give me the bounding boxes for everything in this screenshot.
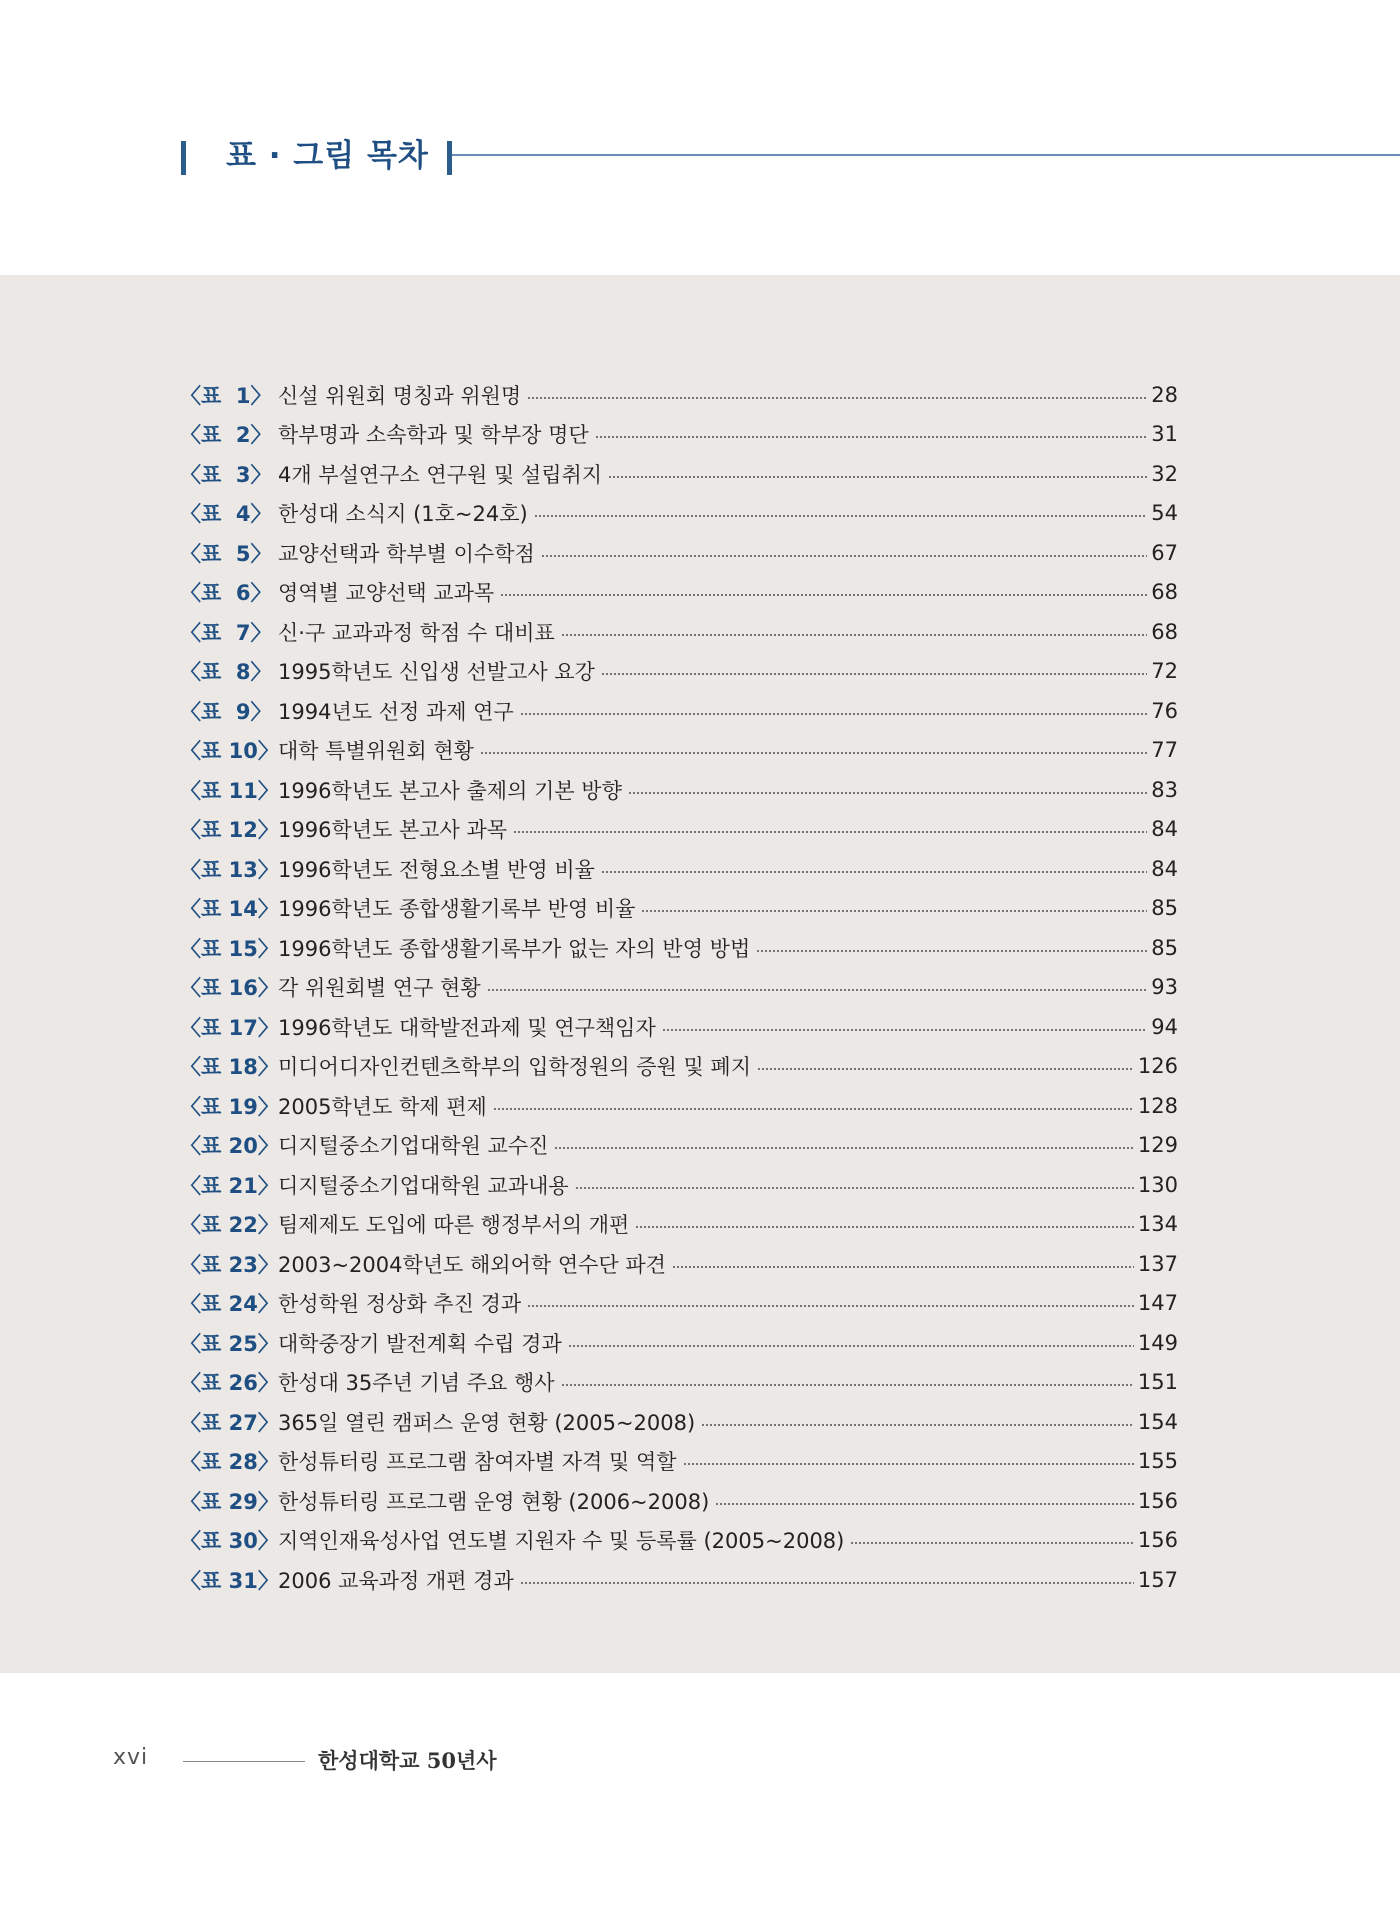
- toc-entry-page: 156: [1137, 1528, 1178, 1553]
- toc-entry[interactable]: [180, 1402, 1178, 1442]
- toc-entry-title: 한성튜터링 프로그램 운영 현황 (2006~2008): [278, 1489, 710, 1514]
- dot-leader: [672, 1266, 1134, 1268]
- toc-entry[interactable]: [180, 1205, 1178, 1245]
- toc-entry-title: 학부명과 소속학과 및 학부장 명단: [278, 423, 589, 448]
- toc-entry-label: 〈표 12〉: [180, 818, 279, 843]
- toc-entry-page: 68: [1151, 619, 1178, 644]
- dot-leader: [561, 634, 1147, 636]
- toc-entry-page: 68: [1151, 580, 1178, 605]
- dot-leader: [527, 1305, 1134, 1307]
- toc-entry-title: 4개 부설연구소 연구원 및 설립취지: [278, 462, 603, 487]
- toc-entry-page: 149: [1137, 1330, 1178, 1355]
- toc-entry-page: 157: [1137, 1567, 1178, 1592]
- dot-leader: [534, 515, 1148, 517]
- toc-entry-page: 134: [1137, 1212, 1178, 1237]
- dot-leader: [701, 1424, 1134, 1426]
- title-rule: [452, 154, 1400, 156]
- page-title: 표 · 그림 목차: [226, 138, 429, 174]
- toc-entry-page: 32: [1151, 461, 1178, 486]
- toc-entry[interactable]: [180, 1442, 1178, 1482]
- dot-leader: [850, 1542, 1134, 1544]
- toc-entry-title: 팀제제도 도입에 따른 행정부서의 개편: [278, 1213, 630, 1238]
- dot-leader: [520, 713, 1148, 715]
- toc-entry[interactable]: [180, 573, 1178, 613]
- toc-entry[interactable]: [180, 652, 1178, 692]
- dot-leader: [527, 397, 1147, 399]
- toc-entry-label: 〈표 28〉: [180, 1450, 279, 1475]
- toc-entry-page: 31: [1151, 422, 1178, 447]
- toc-entry-label: 〈표 19〉: [180, 1094, 279, 1119]
- toc-entry-title: 대학 특별위원회 현황: [278, 739, 474, 764]
- toc-entry-title: 1996학년도 본고사 과목: [278, 818, 508, 843]
- toc-entry[interactable]: [180, 375, 1178, 415]
- toc-entry-label: 〈표 23〉: [180, 1252, 279, 1277]
- dot-leader: [554, 1147, 1134, 1149]
- dot-leader: [757, 1068, 1134, 1070]
- dot-leader: [628, 792, 1147, 794]
- footer-rule: [183, 1761, 305, 1762]
- toc-entry[interactable]: [180, 415, 1178, 455]
- toc-entry[interactable]: [180, 928, 1178, 968]
- toc-entry[interactable]: [180, 1560, 1178, 1600]
- toc-entry[interactable]: [180, 1521, 1178, 1561]
- toc-entry-page: 67: [1151, 540, 1178, 565]
- toc-entry-title: 대학중장기 발전계획 수립 경과: [278, 1331, 562, 1356]
- toc-entry[interactable]: [180, 1047, 1178, 1087]
- dot-leader: [520, 1582, 1134, 1584]
- toc-entry-label: 〈표 5〉: [180, 541, 272, 566]
- toc-entry-title: 한성대 소식지 (1호~24호): [278, 502, 528, 527]
- toc-entry-label: 〈표 9〉: [180, 699, 272, 724]
- toc-entry-label: 〈표 29〉: [180, 1489, 279, 1514]
- dot-leader: [487, 989, 1148, 991]
- dot-leader: [662, 1029, 1148, 1031]
- dot-leader: [601, 673, 1147, 675]
- toc-entry-label: 〈표 10〉: [180, 739, 279, 764]
- toc-entry-title: 한성튜터링 프로그램 참여자별 자격 및 역할: [278, 1450, 677, 1475]
- toc-entry-label: 〈표 16〉: [180, 976, 279, 1001]
- toc-entry-title: 1995학년도 신입생 선발고사 요강: [278, 660, 595, 685]
- toc-entry-label: 〈표 13〉: [180, 857, 279, 882]
- toc-entry[interactable]: [180, 1007, 1178, 1047]
- toc-entry[interactable]: [180, 494, 1178, 534]
- toc-entry-label: 〈표 4〉: [180, 502, 272, 527]
- toc-entry-label: 〈표 2〉: [180, 423, 272, 448]
- toc-entry-page: 154: [1137, 1409, 1178, 1434]
- toc-entry-title: 신설 위원회 명칭과 위원명: [278, 383, 522, 408]
- toc-entry[interactable]: [180, 691, 1178, 731]
- toc-entry-page: 147: [1137, 1291, 1178, 1316]
- toc-entry-label: 〈표 17〉: [180, 1015, 279, 1040]
- toc-entry-title: 1996학년도 종합생활기록부 반영 비율: [278, 897, 636, 922]
- toc-entry-page: 129: [1137, 1133, 1178, 1158]
- toc-entry[interactable]: [180, 454, 1178, 494]
- toc-entry-title: 1996학년도 본고사 출제의 기본 방향: [278, 778, 622, 803]
- toc-entry-title: 한성대 35주년 기념 주요 행사: [278, 1371, 555, 1396]
- toc-entry-page: 137: [1137, 1251, 1178, 1276]
- toc-entry-label: 〈표 20〉: [180, 1134, 279, 1159]
- toc-entry-title: 교양선택과 학부별 이수학점: [278, 541, 535, 566]
- toc-entry-page: 155: [1137, 1449, 1178, 1474]
- toc-entry-page: 94: [1151, 1014, 1178, 1039]
- toc-entry-page: 156: [1137, 1488, 1178, 1513]
- toc-entry-label: 〈표 1〉: [180, 383, 272, 408]
- page-header: [0, 0, 1400, 275]
- toc-entry-page: 77: [1151, 738, 1178, 763]
- toc-entry-label: 〈표 14〉: [180, 897, 279, 922]
- toc-entry-page: 85: [1151, 935, 1178, 960]
- toc-entry-label: 〈표 30〉: [180, 1529, 279, 1554]
- dot-leader: [493, 1108, 1134, 1110]
- toc-entry-label: 〈표 21〉: [180, 1173, 279, 1198]
- toc-entry[interactable]: [180, 810, 1178, 850]
- toc-entry-title: 1994년도 선정 과제 연구: [278, 699, 514, 724]
- page-number: xvi: [113, 1745, 149, 1770]
- toc-entry-label: 〈표 11〉: [180, 778, 279, 803]
- toc-entry[interactable]: [180, 770, 1178, 810]
- dot-leader: [575, 1187, 1134, 1189]
- toc-entry[interactable]: [180, 1126, 1178, 1166]
- toc-panel: [0, 275, 1400, 1673]
- toc-entry[interactable]: [180, 612, 1178, 652]
- toc-entry-title: 영역별 교양선택 교과목: [278, 581, 495, 606]
- toc-entry-title: 디지털중소기업대학원 교수진: [278, 1134, 549, 1159]
- toc-entry-title: 미디어디자인컨텐츠학부의 입학정원의 증원 및 폐지: [278, 1055, 751, 1080]
- dot-leader: [513, 831, 1147, 833]
- toc-entry[interactable]: [180, 1086, 1178, 1126]
- dot-leader: [608, 476, 1147, 478]
- toc-entry-label: 〈표 26〉: [180, 1371, 279, 1396]
- dot-leader: [601, 871, 1147, 873]
- dot-leader: [561, 1384, 1134, 1386]
- toc-entry-label: 〈표 3〉: [180, 462, 272, 487]
- toc-entry-title: 1996학년도 종합생활기록부가 없는 자의 반영 방법: [278, 936, 751, 961]
- toc-entry-label: 〈표 31〉: [180, 1568, 279, 1593]
- toc-entry[interactable]: [180, 1363, 1178, 1403]
- dot-leader: [756, 950, 1147, 952]
- toc-entry[interactable]: [180, 1244, 1178, 1284]
- title-left-bar: [181, 141, 186, 175]
- toc-entry-label: 〈표 24〉: [180, 1292, 279, 1317]
- toc-entry-title: 365일 열린 캠퍼스 운영 현황 (2005~2008): [278, 1410, 696, 1435]
- toc-entry-page: 84: [1151, 817, 1178, 842]
- dot-leader: [480, 752, 1147, 754]
- dot-leader: [568, 1345, 1134, 1347]
- toc-entry-label: 〈표 25〉: [180, 1331, 279, 1356]
- dot-leader: [500, 594, 1147, 596]
- toc-entry-page: 128: [1137, 1093, 1178, 1118]
- toc-entry-page: 28: [1151, 382, 1178, 407]
- dot-leader: [683, 1463, 1134, 1465]
- toc-entry-page: 83: [1151, 777, 1178, 802]
- toc-entry[interactable]: [180, 889, 1178, 929]
- toc-entry-title: 2003~2004학년도 해외어학 연수단 파견: [278, 1252, 666, 1277]
- toc-entry-title: 디지털중소기업대학원 교과내용: [278, 1173, 569, 1198]
- toc-entry-title: 1996학년도 대학발전과제 및 연구책임자: [278, 1015, 656, 1040]
- toc-entry[interactable]: [180, 1165, 1178, 1205]
- toc-entry[interactable]: [180, 533, 1178, 573]
- toc-entry[interactable]: [180, 1481, 1178, 1521]
- toc-entry-title: 각 위원회별 연구 현황: [278, 976, 481, 1001]
- toc-entry-title: 신·구 교과과정 학점 수 대비표: [278, 620, 555, 645]
- toc-entry-page: 93: [1151, 975, 1178, 1000]
- toc-entry-page: 130: [1137, 1172, 1178, 1197]
- toc-entry[interactable]: [180, 1323, 1178, 1363]
- dot-leader: [635, 1226, 1134, 1228]
- toc-entry[interactable]: [180, 849, 1178, 889]
- dot-leader: [541, 555, 1147, 557]
- toc-entry-page: 72: [1151, 659, 1178, 684]
- toc-entry-label: 〈표 18〉: [180, 1055, 279, 1080]
- toc-entry-page: 84: [1151, 856, 1178, 881]
- toc-entry-page: 76: [1151, 698, 1178, 723]
- toc-entry-label: 〈표 7〉: [180, 620, 272, 645]
- dot-leader: [595, 436, 1148, 438]
- dot-leader: [641, 910, 1147, 912]
- toc-entry-title: 1996학년도 전형요소별 반영 비율: [278, 857, 595, 882]
- toc-entry-label: 〈표 6〉: [180, 581, 272, 606]
- toc-entry-title: 2006 교육과정 개편 경과: [278, 1568, 514, 1593]
- toc-entry[interactable]: [180, 1284, 1178, 1324]
- toc-entry-page: 54: [1151, 501, 1178, 526]
- toc-entry-title: 지역인재육성사업 연도별 지원자 수 및 등록률 (2005~2008): [278, 1529, 845, 1554]
- toc-entry[interactable]: [180, 968, 1178, 1008]
- toc-entry-label: 〈표 15〉: [180, 936, 279, 961]
- toc-entry-page: 126: [1137, 1054, 1178, 1079]
- title-right-bar: [447, 141, 452, 175]
- book-title: 한성대학교 50년사: [318, 1748, 497, 1773]
- toc-entry-label: 〈표 8〉: [180, 660, 272, 685]
- toc-list: [180, 375, 1178, 1600]
- toc-entry-title: 한성학원 정상화 추진 경과: [278, 1292, 522, 1317]
- dot-leader: [715, 1503, 1134, 1505]
- page-footer: [0, 1673, 1400, 1920]
- toc-entry-label: 〈표 22〉: [180, 1213, 279, 1238]
- toc-entry-label: 〈표 27〉: [180, 1410, 279, 1435]
- toc-entry[interactable]: [180, 731, 1178, 771]
- toc-entry-title: 2005학년도 학제 편제: [278, 1094, 487, 1119]
- toc-entry-page: 85: [1151, 896, 1178, 921]
- toc-entry-page: 151: [1137, 1370, 1178, 1395]
